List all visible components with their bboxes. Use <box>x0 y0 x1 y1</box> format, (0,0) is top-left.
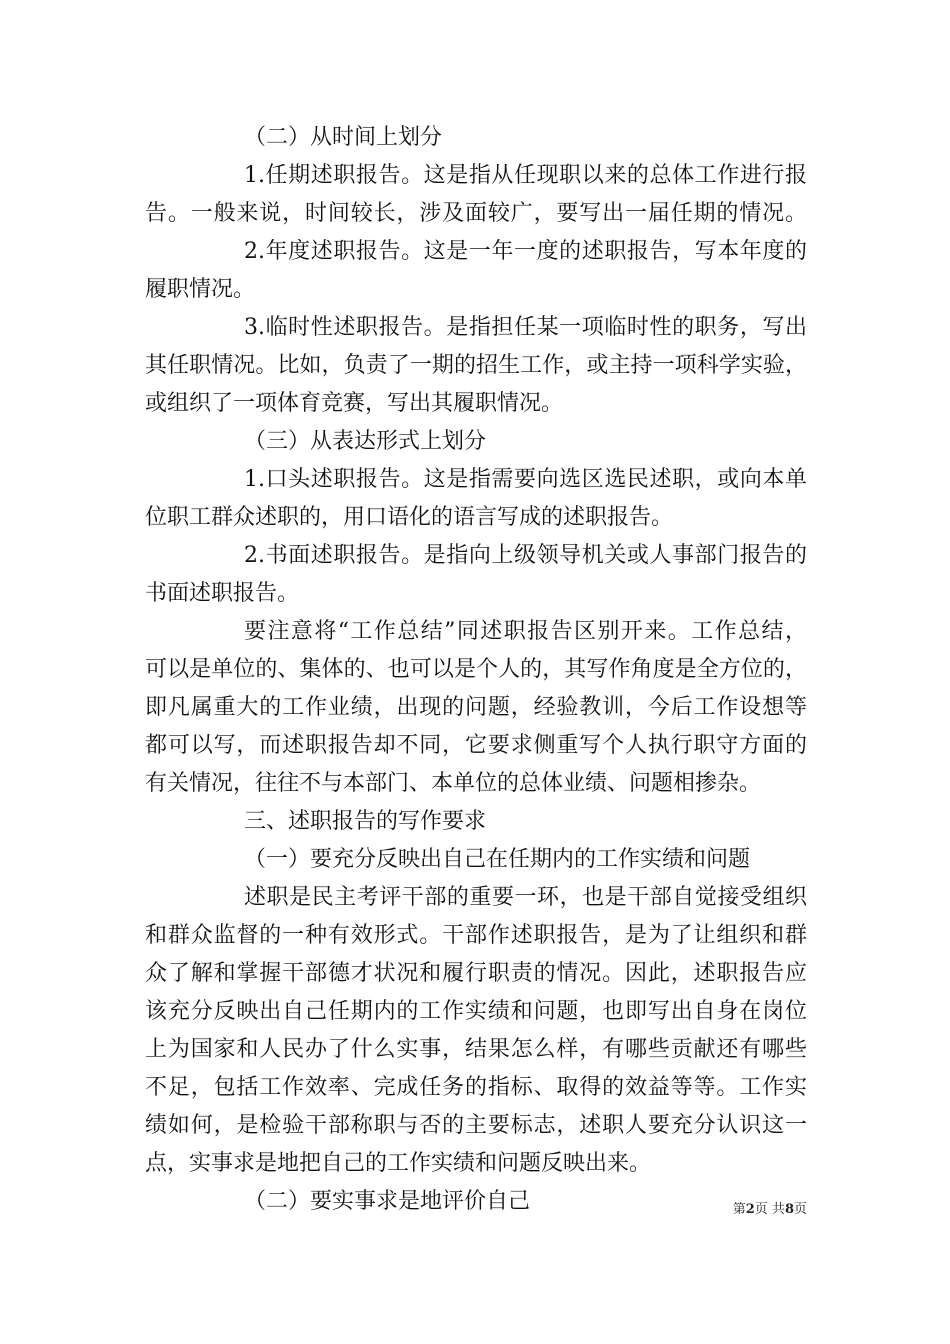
paragraph-line: 1.口头述职报告。这是指需要向选区选民述职，或向本单 <box>244 467 807 492</box>
paragraph-line: 履职情况。 <box>145 277 256 302</box>
paragraph-line: 可以是单位的、集体的、也可以是个人的，其写作角度是全方位的， <box>145 657 807 682</box>
paragraph-line: 其任职情况。比如，负责了一期的招生工作，或主持一项科学实验， <box>145 353 807 378</box>
paragraph-line: 有关情况，往往不与本部门、本单位的总体业绩、问题相掺杂。 <box>145 771 762 796</box>
paragraph-line: 2.书面述职报告。是指向上级领导机关或人事部门报告的 <box>244 543 807 568</box>
paragraph-line: 或组织了一项体育竞赛，写出其履职情况。 <box>145 391 564 416</box>
paragraph-line: 2.年度述职报告。这是一年一度的述职报告，写本年度的 <box>244 239 807 264</box>
paragraph-line: 3.临时性述职报告。是指担任某一项临时性的职务，写出 <box>244 315 807 340</box>
footer-prefix: 第 <box>732 1202 746 1217</box>
paragraph-line: 述职是民主考评干部的重要一环，也是干部自觉接受组织 <box>244 885 807 910</box>
total-pages: 8 <box>784 1202 794 1217</box>
page-footer <box>680 1201 807 1219</box>
subsection-heading: （二）要实事求是地评价自己 <box>244 1189 531 1214</box>
paragraph-line: 绩如何，是检验干部称职与否的主要标志，述职人要充分认识这一 <box>145 1113 807 1138</box>
paragraph-line: 都可以写，而述职报告却不同，它要求侧重写个人执行职守方面的 <box>145 733 807 758</box>
paragraph-line: 即凡属重大的工作业绩，出现的问题，经验教训，今后工作设想等 <box>145 695 807 720</box>
section-heading: （三）从表达形式上划分 <box>244 429 487 454</box>
section-heading: 三、述职报告的写作要求 <box>244 809 487 834</box>
paragraph-line: 位职工群众述职的，用口语化的语言写成的述职报告。 <box>145 505 674 530</box>
section-heading: （二）从时间上划分 <box>244 125 443 150</box>
paragraph-line: 上为国家和人民办了什么实事，结果怎么样，有哪些贡献还有哪些 <box>145 1037 807 1062</box>
subsection-heading: （一）要充分反映出自己在任期内的工作实绩和问题 <box>244 847 751 872</box>
paragraph-line: 书面述职报告。 <box>145 581 300 606</box>
paragraph-line: 该充分反映出自己任期内的工作实绩和问题，也即写出自身在岗位 <box>145 999 807 1024</box>
footer-middle: 页 共 <box>754 1202 785 1217</box>
paragraph-line: 1.任期述职报告。这是指从任现职以来的总体工作进行报 <box>244 163 807 188</box>
paragraph-line: 告。一般来说，时间较长，涉及面较广，要写出一届任期的情况。 <box>145 201 807 226</box>
page-number: 2 <box>745 1202 755 1217</box>
paragraph-line: 不足，包括工作效率、完成任务的指标、取得的效益等等。工作实 <box>145 1075 807 1100</box>
paragraph-line: 众了解和掌握干部德才状况和履行职责的情况。因此，述职报告应 <box>145 961 807 986</box>
paragraph-line: 要注意将“工作总结”同述职报告区别开来。工作总结， <box>244 619 807 644</box>
paragraph-line: 点，实事求是地把自己的工作实绩和问题反映出来。 <box>145 1151 652 1176</box>
footer-suffix: 页 <box>793 1202 807 1217</box>
paragraph-line: 和群众监督的一种有效形式。干部作述职报告，是为了让组织和群 <box>145 923 807 948</box>
